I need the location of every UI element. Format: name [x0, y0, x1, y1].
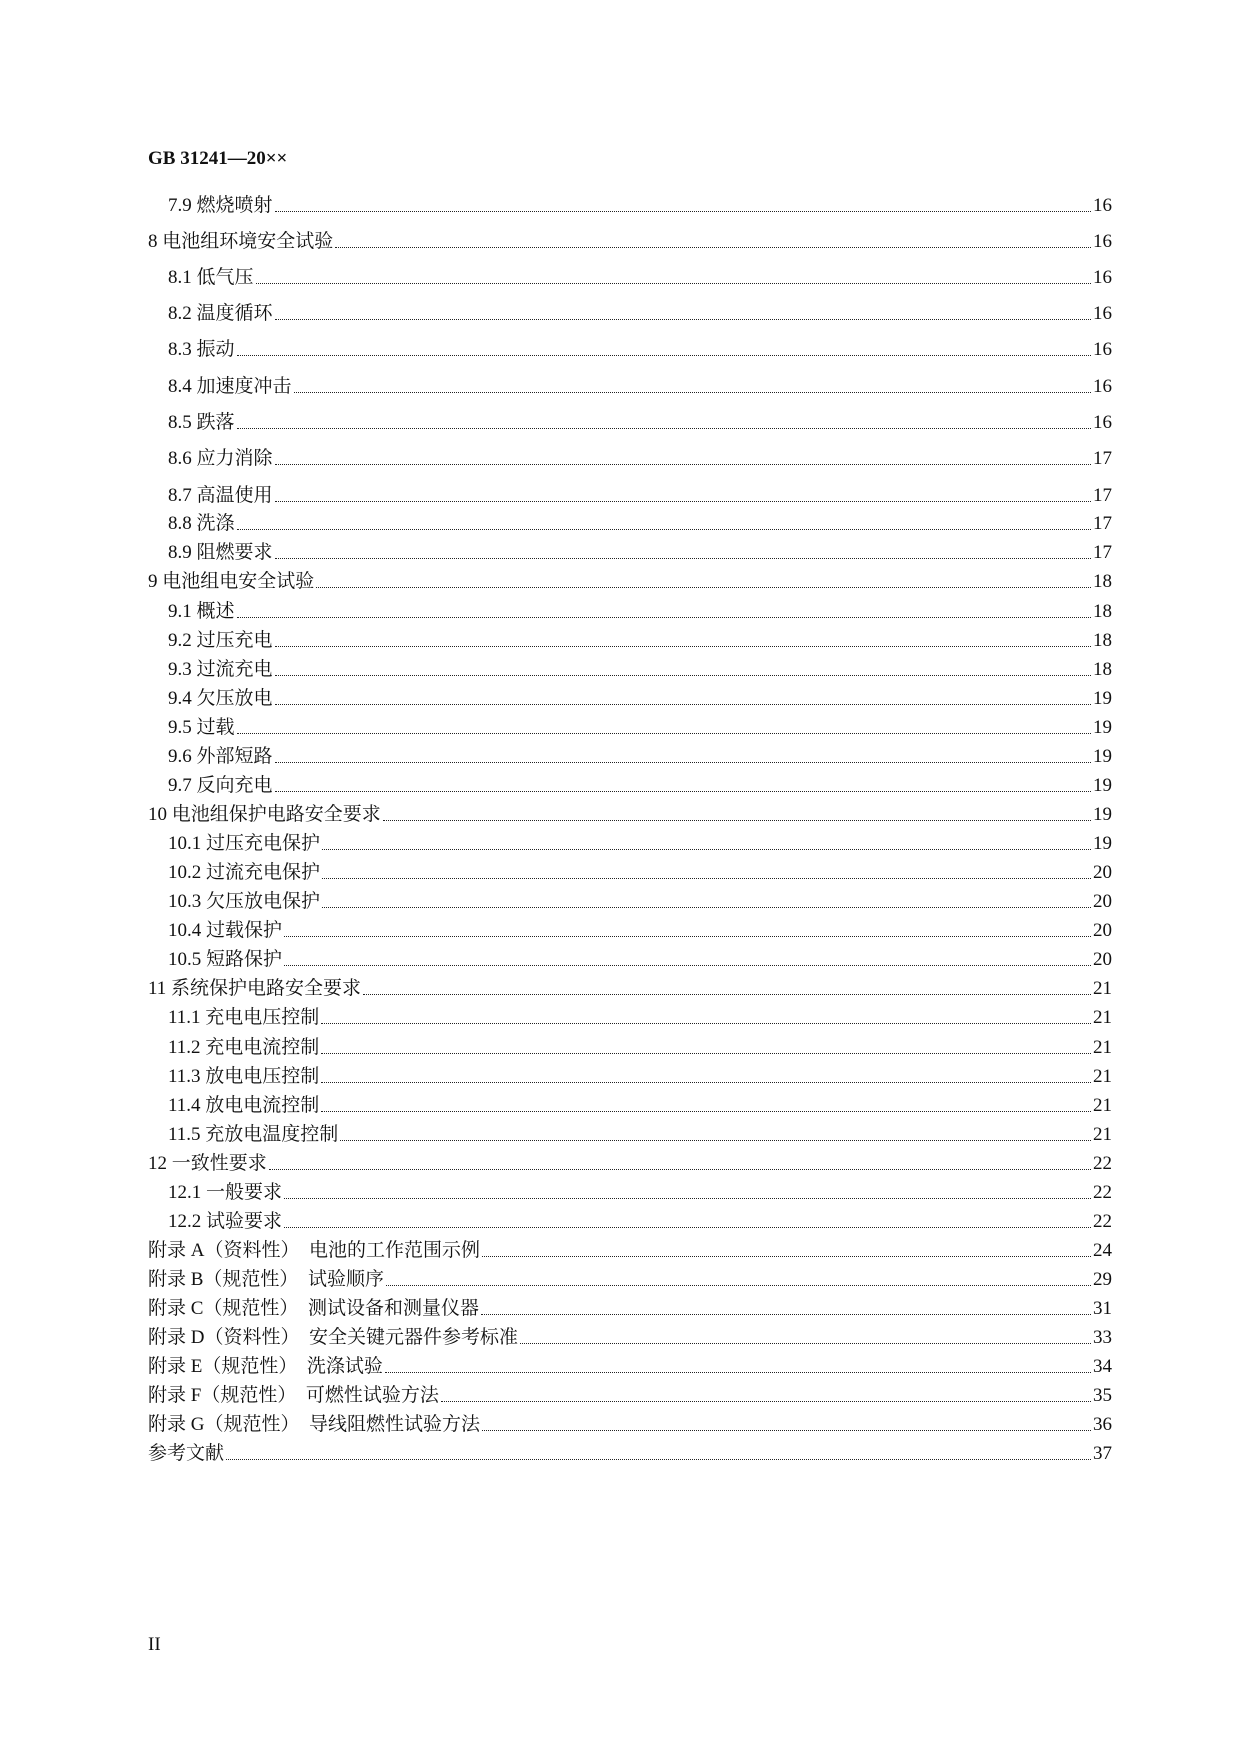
- toc-entry-number: 9.5: [168, 717, 192, 738]
- toc-entry-page: 16: [1093, 231, 1112, 252]
- toc-entry-number: 附录 B（规范性）: [148, 1269, 299, 1290]
- toc-entry[interactable]: [148, 1262, 1112, 1292]
- toc-entry-page: 21: [1093, 1007, 1112, 1028]
- toc-entry-page: 19: [1093, 717, 1112, 738]
- toc-entry-page: 20: [1093, 949, 1112, 970]
- toc-entry[interactable]: [148, 1320, 1112, 1350]
- toc-entry-number: 8.4: [168, 376, 192, 397]
- toc-entry[interactable]: [148, 826, 1112, 856]
- toc-entry-page: 19: [1093, 688, 1112, 709]
- toc-entry-number: 8.6: [168, 448, 192, 469]
- toc-entry-page: 18: [1093, 630, 1112, 651]
- toc-entry-title: 洗涤: [196, 513, 235, 534]
- toc-entry-title: 概述: [196, 601, 235, 622]
- dot-leader: [386, 1285, 1091, 1286]
- dot-leader: [363, 994, 1091, 995]
- dot-leader: [321, 1023, 1091, 1024]
- toc-entry-number: 8.8: [168, 513, 192, 534]
- toc-entry-title: 低气压: [196, 267, 254, 288]
- toc-entry-number: 9: [148, 571, 158, 592]
- toc-entry-title: 应力消除: [196, 448, 273, 469]
- toc-entry-page: 21: [1093, 978, 1112, 999]
- dot-leader: [275, 704, 1091, 705]
- dot-leader: [482, 1430, 1091, 1431]
- toc-entry-title: 过载: [196, 717, 235, 738]
- toc-entry-number: 10.3: [168, 891, 202, 912]
- toc-entry-page: 22: [1093, 1153, 1112, 1174]
- toc-entry[interactable]: [148, 971, 1112, 1001]
- toc-entry-number: 12.2: [168, 1211, 202, 1232]
- toc-entry-page: 16: [1093, 339, 1112, 360]
- toc-entry[interactable]: [148, 913, 1112, 943]
- toc-entry-number: 附录 F（规范性）: [148, 1385, 297, 1406]
- toc-entry-number: 9.3: [168, 659, 192, 680]
- toc-entry-title: 欠压放电保护: [206, 891, 321, 912]
- dot-leader: [275, 675, 1091, 676]
- toc-entry[interactable]: [148, 1407, 1112, 1437]
- toc-entry[interactable]: [148, 681, 1112, 711]
- dot-leader: [275, 558, 1091, 559]
- toc-entry[interactable]: [148, 884, 1112, 914]
- toc-entry-number: 附录 G（规范性）: [148, 1414, 300, 1435]
- toc-entry[interactable]: [148, 478, 1112, 508]
- dot-leader: [481, 1314, 1091, 1315]
- toc-entry-page: 18: [1093, 659, 1112, 680]
- toc-entry-title: 电池组环境安全试验: [162, 231, 334, 252]
- toc-entry-number: 12: [148, 1153, 167, 1174]
- dot-leader: [316, 587, 1091, 588]
- dot-leader: [237, 733, 1091, 734]
- toc-entry-page: 22: [1093, 1182, 1112, 1203]
- dot-leader: [275, 762, 1091, 763]
- toc-entry[interactable]: [148, 797, 1112, 827]
- toc-entry-number: 11.3: [168, 1066, 201, 1087]
- document-header: GB 31241—20××: [148, 148, 288, 169]
- toc-entry-title: 电池的工作范围示例: [308, 1240, 480, 1261]
- toc-entry-number: 11.4: [168, 1095, 201, 1116]
- dot-leader: [284, 1227, 1091, 1228]
- toc-entry-page: 16: [1093, 303, 1112, 324]
- dot-leader: [335, 247, 1091, 248]
- toc-entry-number: 附录 A（资料性）: [148, 1240, 300, 1261]
- toc-entry[interactable]: [148, 855, 1112, 885]
- toc-entry-number: 8.9: [168, 542, 192, 563]
- toc-entry-number: 8.5: [168, 412, 192, 433]
- toc-entry-title: 跌落: [196, 412, 235, 433]
- toc-entry-title: 高温使用: [196, 485, 273, 506]
- toc-entry-page: 36: [1093, 1414, 1112, 1435]
- dot-leader: [226, 1459, 1091, 1460]
- toc-entry-page: 20: [1093, 920, 1112, 941]
- toc-entry-number: 8.1: [168, 267, 192, 288]
- toc-entry[interactable]: [148, 332, 1112, 362]
- toc-entry-title: 试验顺序: [307, 1269, 384, 1290]
- dot-leader: [340, 1140, 1091, 1141]
- toc-entry-title: 一致性要求: [171, 1153, 267, 1174]
- dot-leader: [275, 464, 1091, 465]
- dot-leader: [275, 319, 1091, 320]
- toc-entry[interactable]: [148, 652, 1112, 682]
- dot-leader: [284, 1198, 1091, 1199]
- toc-entry-page: 17: [1093, 513, 1112, 534]
- toc-entry-number: 9.2: [168, 630, 192, 651]
- dot-leader: [322, 907, 1091, 908]
- toc-entry-title: 外部短路: [196, 746, 273, 767]
- toc-entry[interactable]: [148, 296, 1112, 326]
- toc-entry-title: 充电电压控制: [205, 1007, 320, 1028]
- toc-entry[interactable]: [148, 188, 1112, 218]
- dot-leader: [284, 965, 1091, 966]
- dot-leader: [275, 646, 1091, 647]
- toc-entry[interactable]: [148, 1088, 1112, 1118]
- toc-entry[interactable]: [148, 1378, 1112, 1408]
- toc-entry-title: 试验要求: [206, 1211, 283, 1232]
- dot-leader: [321, 1082, 1091, 1083]
- toc-entry-number: 12.1: [168, 1182, 202, 1203]
- toc-entry[interactable]: [148, 1030, 1112, 1060]
- toc-entry[interactable]: [148, 1000, 1112, 1030]
- toc-entry-number: 附录 E（规范性）: [148, 1356, 298, 1377]
- toc-entry-number: 10.1: [168, 833, 202, 854]
- toc-entry-number: 8.3: [168, 339, 192, 360]
- toc-entry-title: 燃烧喷射: [196, 195, 273, 216]
- toc-entry[interactable]: [148, 1117, 1112, 1147]
- toc-entry-title: 过压充电: [196, 630, 273, 651]
- toc-entry-title: 电池组保护电路安全要求: [171, 804, 381, 825]
- toc-entry[interactable]: [148, 506, 1112, 536]
- toc-entry[interactable]: [148, 405, 1112, 435]
- toc-entry-number: 8: [148, 231, 158, 252]
- toc-entry-number: 9.4: [168, 688, 192, 709]
- dot-leader: [482, 1256, 1091, 1257]
- toc-entry-page: 18: [1093, 601, 1112, 622]
- toc-entry-title: 电池组电安全试验: [162, 571, 315, 592]
- toc-entry-number: 11: [148, 978, 167, 999]
- toc-entry-number: 7.9: [168, 195, 192, 216]
- dot-leader: [322, 878, 1091, 879]
- toc-entry[interactable]: [148, 1146, 1112, 1176]
- toc-entry-page: 17: [1093, 448, 1112, 469]
- toc-entry[interactable]: [148, 224, 1112, 254]
- dot-leader: [275, 501, 1091, 502]
- toc-entry-title: 温度循环: [196, 303, 273, 324]
- toc-entry-page: 16: [1093, 267, 1112, 288]
- toc-entry-page: 29: [1093, 1269, 1112, 1290]
- dot-leader: [237, 617, 1091, 618]
- toc-entry-page: 33: [1093, 1327, 1112, 1348]
- dot-leader: [269, 1169, 1091, 1170]
- dot-leader: [256, 283, 1091, 284]
- toc-entry-title: 加速度冲击: [196, 376, 292, 397]
- toc-entry-page: 17: [1093, 485, 1112, 506]
- toc-entry-title: 放电电压控制: [205, 1066, 320, 1087]
- toc-entry-page: 31: [1093, 1298, 1112, 1319]
- toc-entry-title: 可燃性试验方法: [305, 1385, 439, 1406]
- toc-entry-title: 过压充电保护: [206, 833, 321, 854]
- toc-entry-title: 充放电温度控制: [205, 1124, 339, 1145]
- toc-entry-page: 16: [1093, 195, 1112, 216]
- toc-entry-number: 9.6: [168, 746, 192, 767]
- toc-entry-title: 充电电流控制: [205, 1037, 320, 1058]
- dot-leader: [321, 1111, 1091, 1112]
- dot-leader: [237, 428, 1091, 429]
- toc-entry-page: 19: [1093, 746, 1112, 767]
- toc-entry-title: 反向充电: [196, 775, 273, 796]
- toc-entry[interactable]: [148, 768, 1112, 798]
- dot-leader: [383, 820, 1091, 821]
- toc-entry[interactable]: [148, 564, 1112, 594]
- toc-entry-title: 导线阻燃性试验方法: [308, 1414, 480, 1435]
- toc-entry-page: 19: [1093, 804, 1112, 825]
- toc-entry[interactable]: [148, 1059, 1112, 1089]
- toc-entry-number: 10: [148, 804, 167, 825]
- toc-entry-number: 11.5: [168, 1124, 201, 1145]
- toc-entry-page: 21: [1093, 1124, 1112, 1145]
- dot-leader: [275, 211, 1091, 212]
- toc-entry-page: 16: [1093, 376, 1112, 397]
- dot-leader: [284, 936, 1091, 937]
- toc-entry-title: 安全关键元器件参考标准: [308, 1327, 518, 1348]
- dot-leader: [275, 791, 1091, 792]
- toc-entry-page: 19: [1093, 775, 1112, 796]
- toc-entry-page: 35: [1093, 1385, 1112, 1406]
- toc-entry[interactable]: [148, 260, 1112, 290]
- dot-leader: [237, 355, 1091, 356]
- toc-entry-title: 洗涤试验: [306, 1356, 383, 1377]
- toc-entry-page: 19: [1093, 833, 1112, 854]
- toc-entry[interactable]: [148, 1204, 1112, 1234]
- toc-entry[interactable]: [148, 441, 1112, 471]
- toc-entry-title: 过流充电保护: [206, 862, 321, 883]
- dot-leader: [237, 529, 1091, 530]
- toc-entry-number: 10.4: [168, 920, 202, 941]
- toc-entry[interactable]: [148, 1436, 1112, 1466]
- toc-entry-title: 系统保护电路安全要求: [171, 978, 362, 999]
- toc-entry-number: 附录 D（资料性）: [148, 1327, 300, 1348]
- toc-entry-title: 参考文献: [148, 1443, 225, 1464]
- toc-entry-page: 17: [1093, 542, 1112, 563]
- toc-entry-page: 37: [1093, 1443, 1112, 1464]
- toc-entry[interactable]: [148, 1233, 1112, 1263]
- toc-entry-page: 16: [1093, 412, 1112, 433]
- toc-entry-page: 20: [1093, 862, 1112, 883]
- toc-entry-page: 22: [1093, 1211, 1112, 1232]
- toc-entry-page: 20: [1093, 891, 1112, 912]
- dot-leader: [441, 1401, 1091, 1402]
- toc-entry-number: 10.2: [168, 862, 202, 883]
- toc-entry-number: 附录 C（规范性）: [148, 1298, 299, 1319]
- dot-leader: [322, 849, 1091, 850]
- toc-entry-number: 11.2: [168, 1037, 201, 1058]
- toc-entry[interactable]: [148, 1175, 1112, 1205]
- toc-entry-number: 8.7: [168, 485, 192, 506]
- toc-entry-title: 过载保护: [206, 920, 283, 941]
- dot-leader: [294, 392, 1091, 393]
- toc-entry-number: 9.1: [168, 601, 192, 622]
- toc-entry[interactable]: [148, 1291, 1112, 1321]
- toc-entry-title: 一般要求: [206, 1182, 283, 1203]
- toc-entry-page: 34: [1093, 1356, 1112, 1377]
- toc-entry[interactable]: [148, 739, 1112, 769]
- toc-entry-page: 21: [1093, 1066, 1112, 1087]
- toc-entry-number: 11.1: [168, 1007, 201, 1028]
- toc-entry[interactable]: [148, 710, 1112, 740]
- page-number: II: [148, 1634, 161, 1655]
- toc-entry-title: 阻燃要求: [196, 542, 273, 563]
- toc-entry-number: 10.5: [168, 949, 202, 970]
- toc-entry[interactable]: [148, 623, 1112, 653]
- toc-entry-title: 过流充电: [196, 659, 273, 680]
- toc-entry[interactable]: [148, 369, 1112, 399]
- toc-entry-title: 放电电流控制: [205, 1095, 320, 1116]
- dot-leader: [321, 1053, 1091, 1054]
- toc-entry-title: 振动: [196, 339, 235, 360]
- toc-entry-number: 8.2: [168, 303, 192, 324]
- toc-entry[interactable]: [148, 594, 1112, 624]
- toc-entry-page: 18: [1093, 571, 1112, 592]
- toc-entry-page: 21: [1093, 1095, 1112, 1116]
- toc-entry[interactable]: [148, 942, 1112, 972]
- toc-entry-title: 测试设备和测量仪器: [307, 1298, 479, 1319]
- toc-entry[interactable]: [148, 1349, 1112, 1379]
- dot-leader: [520, 1343, 1091, 1344]
- toc-entry-page: 21: [1093, 1037, 1112, 1058]
- toc-entry-page: 24: [1093, 1240, 1112, 1261]
- toc-entry[interactable]: [148, 535, 1112, 565]
- toc-entry-number: 9.7: [168, 775, 192, 796]
- toc-entry-title: 欠压放电: [196, 688, 273, 709]
- toc-entry-title: 短路保护: [206, 949, 283, 970]
- dot-leader: [385, 1372, 1091, 1373]
